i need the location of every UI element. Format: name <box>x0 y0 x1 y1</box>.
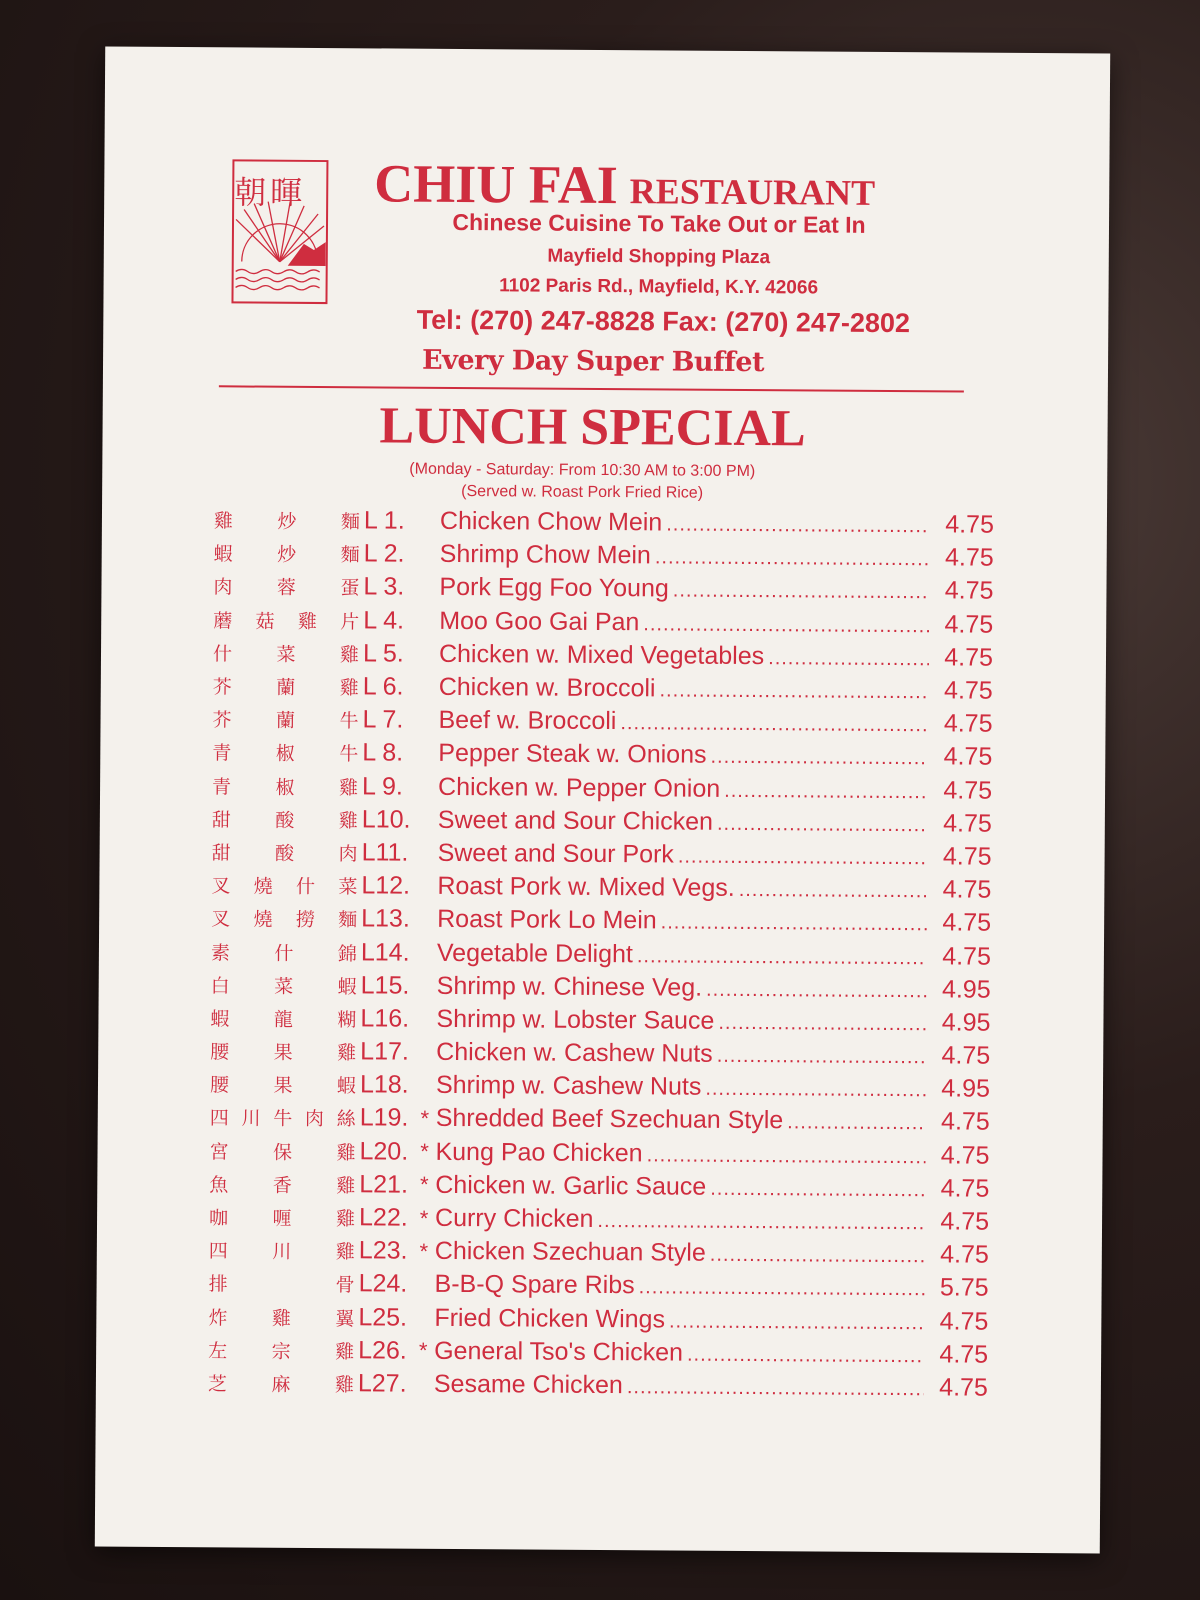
dot-leader <box>659 679 928 704</box>
section-title: LUNCH SPECIAL <box>379 397 806 458</box>
chinese-glyph: 麵 <box>340 511 360 534</box>
chinese-glyph: 椒 <box>275 743 295 766</box>
chinese-glyph: 蘭 <box>275 709 296 733</box>
menu-item-name: Shrimp w. Lobster Sauce <box>436 1004 715 1035</box>
menu-item-name-wrap <box>434 1370 928 1402</box>
menu-item-name-wrap <box>438 806 932 838</box>
menu-item <box>212 702 992 741</box>
menu-item-code: L26. <box>358 1336 407 1365</box>
menu-item-name-wrap <box>436 1104 930 1136</box>
menu-item <box>211 935 991 974</box>
chinese-glyph: 甜 <box>211 809 231 832</box>
menu-item <box>212 835 992 874</box>
dot-leader <box>710 1178 925 1203</box>
chinese-glyph: 雞 <box>337 1042 357 1065</box>
chinese-glyph: 腰 <box>210 1041 230 1064</box>
menu-item-name-wrap <box>439 607 933 639</box>
menu-item-code: L 5. <box>362 639 404 668</box>
menu-item-chinese-name <box>210 1104 360 1132</box>
chinese-glyph: 什 <box>212 643 233 666</box>
menu-item-name-wrap <box>435 1171 929 1203</box>
chinese-glyph: 炒 <box>277 510 297 533</box>
chinese-glyph: 燒 <box>253 875 273 898</box>
dot-leader <box>678 845 928 870</box>
menu-item-code: L19. <box>359 1103 409 1133</box>
menu-item-name: B-B-Q Spare Ribs <box>434 1270 635 1300</box>
chinese-glyph: 牛 <box>339 743 359 766</box>
chinese-glyph: 撈 <box>295 909 315 932</box>
menu-item-price: 4.75 <box>942 875 992 904</box>
chinese-glyph: 酸 <box>275 809 295 832</box>
menu-item-code: L 9. <box>361 771 403 801</box>
menu-item <box>213 603 993 642</box>
restaurant-name-suffix: RESTAURANT <box>629 171 876 213</box>
menu-item <box>211 868 991 907</box>
menu-item-price: 4.95 <box>941 1008 991 1037</box>
menu-item <box>209 1267 989 1306</box>
menu-item <box>212 802 992 841</box>
menu-item-chinese-name <box>210 1004 360 1032</box>
menu-item-name: Moo Goo Gai Pan <box>439 606 640 636</box>
menu-item <box>209 1167 989 1206</box>
menu-item-chinese-name <box>211 971 361 999</box>
menu-item-code: L 6. <box>362 672 404 701</box>
menu-item-price: 4.75 <box>944 610 994 639</box>
restaurant-name: CHIU FAI <box>374 153 619 216</box>
menu-item-code: L16. <box>360 1004 410 1033</box>
dot-leader <box>768 647 929 671</box>
dot-leader <box>739 879 928 903</box>
menu-item <box>210 1001 990 1040</box>
menu-item-name-wrap <box>436 1005 930 1037</box>
menu-item-name: Sweet and Sour Pork <box>437 838 674 869</box>
logo-characters: 朝暉 <box>234 173 307 212</box>
menu-item <box>212 736 992 775</box>
menu-item-price: 4.75 <box>940 1207 990 1236</box>
menu-item-price: 4.95 <box>941 975 991 1004</box>
chinese-glyph: 雞 <box>335 1208 356 1231</box>
menu-item-code: L21. <box>359 1170 409 1199</box>
chinese-glyph: 龍 <box>273 1008 294 1031</box>
menu-item-name: Chicken w. Mixed Vegetables <box>438 639 765 670</box>
menu-item-price: 4.75 <box>944 643 994 672</box>
menu-item <box>213 636 993 675</box>
menu-item-name-wrap <box>440 540 934 572</box>
menu-item-name: Fried Chicken Wings <box>434 1303 666 1334</box>
menu-list <box>208 503 994 1404</box>
menu-item <box>209 1200 989 1239</box>
chinese-glyph: 什 <box>274 942 294 965</box>
menu-item-name-wrap <box>436 1071 930 1103</box>
address: 1102 Paris Rd., Mayfield, K.Y. 42066 <box>499 275 819 299</box>
menu-item-chinese-name <box>213 639 363 667</box>
menu-item-code: L10. <box>361 805 411 834</box>
menu-item <box>211 968 991 1007</box>
menu-item-price: 5.75 <box>939 1273 989 1303</box>
chinese-glyph: 果 <box>273 1074 293 1098</box>
chinese-glyph: 芥 <box>212 709 232 732</box>
menu-item-name: Shrimp w. Cashew Nuts <box>435 1071 702 1101</box>
dot-leader <box>627 1376 924 1401</box>
chinese-glyph: 牛 <box>339 710 359 733</box>
dot-leader <box>705 1078 926 1103</box>
menu-item-name: Chicken Szechuan Style <box>434 1237 706 1267</box>
chinese-glyph: 白 <box>210 974 230 998</box>
menu-item <box>213 570 993 609</box>
chinese-glyph: 雞 <box>339 677 359 700</box>
menu-item-name-wrap <box>440 507 934 539</box>
chinese-glyph: 錦 <box>337 942 357 965</box>
menu-item-code: L25. <box>358 1302 408 1332</box>
chinese-glyph: 蝦 <box>336 1075 357 1098</box>
menu-item-code: L22. <box>358 1203 408 1232</box>
dot-leader <box>787 1112 926 1136</box>
chinese-glyph: 蘑 <box>213 609 233 633</box>
dot-leader <box>647 1144 926 1169</box>
menu-item-price: 4.75 <box>943 775 993 805</box>
chinese-glyph: 川 <box>272 1240 292 1264</box>
chinese-glyph: 雞 <box>336 1174 356 1198</box>
menu-item-name: General Tso's Chicken <box>434 1336 684 1367</box>
chinese-glyph: 炒 <box>277 544 297 567</box>
chinese-glyph: 四 <box>208 1240 228 1263</box>
menu-item-chinese-name <box>214 540 364 568</box>
menu-item-price: 4.75 <box>941 1041 991 1070</box>
menu-item-name-wrap <box>434 1337 928 1369</box>
chinese-glyph: 蛋 <box>340 577 360 600</box>
chinese-glyph: 蝦 <box>210 1008 230 1031</box>
menu-sheet <box>95 47 1110 1554</box>
menu-item-name: Chicken w. Garlic Sauce <box>435 1170 707 1201</box>
chinese-glyph: 菜 <box>338 876 358 899</box>
dot-leader <box>673 580 930 605</box>
menu-item-price: 4.75 <box>943 742 993 772</box>
chinese-glyph: 肉 <box>304 1108 325 1131</box>
spicy-mark: * <box>420 1138 429 1164</box>
menu-item-chinese-name <box>211 871 361 899</box>
menu-item-price: 4.75 <box>944 543 994 573</box>
dot-leader <box>724 779 928 803</box>
chinese-glyph: 川 <box>241 1107 261 1131</box>
menu-item-name-wrap <box>435 1204 929 1236</box>
chinese-glyph: 麵 <box>340 544 360 567</box>
menu-item <box>213 669 993 708</box>
dot-leader <box>669 1310 925 1335</box>
menu-item-name: Kung Pao Chicken <box>435 1137 643 1167</box>
menu-item-name-wrap <box>438 839 932 871</box>
menu-item <box>214 536 994 575</box>
menu-item-name: Chicken w. Cashew Nuts <box>436 1037 713 1068</box>
chinese-glyph: 芥 <box>212 676 232 699</box>
menu-item-code: L14. <box>360 937 410 967</box>
menu-item <box>210 1067 990 1106</box>
divider <box>219 385 964 392</box>
menu-item-name: Roast Pork Lo Mein <box>437 905 657 935</box>
menu-item-name: Beef w. Broccoli <box>438 706 617 736</box>
menu-item-price: 4.75 <box>942 908 992 938</box>
chinese-glyph: 雞 <box>335 1340 355 1364</box>
menu-item-chinese-name <box>209 1137 359 1165</box>
menu-item-chinese-name <box>213 606 363 634</box>
chinese-glyph: 菜 <box>276 643 296 666</box>
chinese-glyph: 肉 <box>338 843 358 866</box>
menu-item-code: L 4. <box>363 605 405 635</box>
subtitle: Chinese Cuisine To Take Out or Eat In <box>452 208 866 238</box>
chinese-glyph: 雞 <box>338 809 358 833</box>
menu-item-name-wrap <box>439 640 933 672</box>
menu-item-price: 4.75 <box>945 510 995 539</box>
menu-item-code: L 1. <box>363 506 405 535</box>
dot-leader <box>643 613 929 638</box>
menu-item-chinese-name <box>211 938 361 966</box>
menu-item-name: Pepper Steak w. Onions <box>438 739 707 770</box>
menu-item-chinese-name <box>209 1203 359 1231</box>
chinese-glyph: 菜 <box>274 975 294 998</box>
chinese-glyph: 炸 <box>208 1306 228 1329</box>
spicy-mark: * <box>419 1238 429 1264</box>
chinese-glyph: 肉 <box>213 576 233 599</box>
menu-item-chinese-name <box>210 1037 360 1065</box>
menu-item-name-wrap <box>439 573 933 605</box>
chinese-glyph: 芝 <box>207 1373 228 1396</box>
menu-item-chinese-name <box>208 1369 358 1397</box>
menu-item-name-wrap <box>437 905 931 937</box>
menu-item-name-wrap <box>435 1237 929 1269</box>
menu-item-name-wrap <box>437 872 931 904</box>
chinese-glyph: 椒 <box>275 776 295 799</box>
menu-item-name-wrap <box>439 673 933 705</box>
menu-item-code: L17. <box>360 1037 410 1066</box>
chinese-glyph: 骨 <box>335 1274 355 1297</box>
menu-item-price: 4.75 <box>940 1174 990 1203</box>
menu-item-name-wrap <box>436 1038 930 1070</box>
chinese-glyph: 宗 <box>271 1340 291 1363</box>
dot-leader <box>620 712 928 737</box>
menu-item-name: Pork Egg Foo Young <box>439 573 669 603</box>
chinese-glyph: 燒 <box>253 908 273 932</box>
chinese-glyph: 麻 <box>271 1373 291 1396</box>
spicy-mark: * <box>419 1172 429 1198</box>
menu-item-chinese-name <box>212 772 362 800</box>
menu-item-price: 4.75 <box>939 1340 989 1369</box>
chinese-glyph: 喱 <box>272 1207 292 1230</box>
chinese-glyph: 腰 <box>209 1074 230 1097</box>
chinese-glyph: 香 <box>272 1174 292 1197</box>
menu-item-name: Sesame Chicken <box>433 1369 623 1400</box>
menu-item-code: L24. <box>358 1269 408 1299</box>
menu-item-code: L27. <box>357 1369 407 1398</box>
menu-item-chinese-name <box>212 739 362 767</box>
phone-fax: Tel: (270) 247-8828 Fax: (270) 247-2802 <box>416 304 911 339</box>
chinese-glyph: 酸 <box>275 842 295 865</box>
menu-item <box>208 1300 988 1339</box>
menu-item-name-wrap <box>435 1137 929 1169</box>
menu-item-price: 4.75 <box>942 941 992 971</box>
menu-item-code: L 7. <box>362 705 404 734</box>
chinese-glyph: 什 <box>295 876 316 899</box>
menu-item-price: 4.75 <box>944 676 993 705</box>
menu-item-name-wrap <box>437 938 931 970</box>
dot-leader <box>717 813 928 837</box>
chinese-glyph: 四 <box>209 1107 229 1130</box>
chinese-glyph: 甜 <box>211 842 231 865</box>
served-note: (Served w. Roast Pork Fried Rice) <box>461 483 704 502</box>
chinese-glyph: 蓉 <box>276 577 297 600</box>
chinese-glyph: 片 <box>340 610 360 633</box>
menu-item <box>211 902 991 941</box>
menu-item-price: 4.75 <box>943 809 992 838</box>
menu-item-price: 4.75 <box>939 1306 989 1336</box>
menu-item-code: L 2. <box>363 539 405 568</box>
chinese-glyph: 青 <box>212 742 232 765</box>
menu-item-name: Sweet and Sour Chicken <box>437 805 714 836</box>
hours-note: (Monday - Saturday: From 10:30 AM to 3:00 PM) <box>409 460 756 481</box>
chinese-glyph: 絲 <box>336 1108 356 1131</box>
dot-leader <box>597 1210 925 1235</box>
menu-item-name-wrap <box>434 1303 928 1335</box>
menu-item-name: Chicken w. Broccoli <box>438 672 656 703</box>
menu-item-chinese-name <box>213 672 363 700</box>
menu-item-name: Chicken w. Pepper Onion <box>437 772 721 803</box>
menu-item <box>210 1034 990 1073</box>
menu-item-chinese-name <box>209 1270 359 1298</box>
menu-item-name: Roast Pork w. Mixed Vegs. <box>437 872 735 903</box>
dot-leader <box>655 547 930 572</box>
menu-item-code: L11. <box>361 838 409 867</box>
menu-item-code: L13. <box>361 904 410 934</box>
chinese-glyph: 果 <box>273 1041 293 1064</box>
dot-leader <box>639 1277 925 1302</box>
menu-item-chinese-name <box>212 838 362 866</box>
menu-item-code: L12. <box>361 871 411 900</box>
menu-item <box>210 1101 990 1140</box>
buffet-tagline: Every Day Super Buffet <box>422 344 765 379</box>
chinese-glyph: 雞 <box>334 1374 354 1397</box>
menu-item-name-wrap <box>437 972 931 1004</box>
chinese-glyph: 雞 <box>297 610 317 633</box>
menu-item-price: 4.75 <box>939 1373 989 1402</box>
menu-item-name-wrap <box>438 706 932 738</box>
dot-leader <box>710 746 928 771</box>
dot-leader <box>666 514 930 539</box>
menu-item-price: 4.75 <box>940 1107 990 1137</box>
chinese-glyph: 雞 <box>339 644 360 667</box>
menu-item-chinese-name <box>212 805 362 833</box>
menu-item-price: 4.75 <box>940 1141 990 1170</box>
chinese-glyph: 蝦 <box>213 543 233 566</box>
chinese-glyph: 蝦 <box>337 975 357 999</box>
menu-item <box>209 1233 989 1272</box>
menu-item-chinese-name <box>209 1236 359 1264</box>
menu-item-code: L23. <box>358 1236 408 1265</box>
menu-item-price: 4.75 <box>942 842 992 871</box>
menu-item-name: Shredded Beef Szechuan Style <box>435 1104 784 1135</box>
menu-item <box>212 769 992 808</box>
chinese-glyph: 雞 <box>271 1307 291 1330</box>
spicy-mark: * <box>418 1338 428 1364</box>
menu-item-name: Shrimp w. Chinese Veg. <box>436 971 703 1002</box>
menu-item-price: 4.75 <box>940 1240 989 1269</box>
menu-item-name-wrap <box>435 1270 929 1302</box>
menu-item-chinese-name <box>208 1303 358 1331</box>
dot-leader <box>687 1343 924 1368</box>
chinese-glyph: 牛 <box>273 1108 293 1131</box>
menu-item-chinese-name <box>212 705 362 733</box>
menu-item-chinese-name <box>209 1170 359 1198</box>
chinese-glyph: 叉 <box>211 875 231 898</box>
menu-item-name: Chicken Chow Mein <box>439 506 663 537</box>
chinese-glyph: 青 <box>212 775 232 799</box>
chinese-glyph: 排 <box>208 1273 228 1296</box>
spicy-mark: * <box>419 1205 429 1231</box>
dot-leader <box>717 1045 927 1069</box>
dot-leader <box>661 912 928 937</box>
menu-item <box>209 1134 989 1173</box>
spicy-mark: * <box>420 1105 430 1131</box>
menu-item-code: L18. <box>359 1070 409 1099</box>
dot-leader <box>637 945 927 970</box>
chinese-glyph: 左 <box>208 1340 228 1363</box>
chinese-glyph: 翼 <box>335 1307 355 1330</box>
menu-item-code: L 8. <box>362 738 404 768</box>
menu-item-name-wrap <box>438 772 932 804</box>
menu-item-name: Vegetable Delight <box>436 938 634 968</box>
chinese-glyph: 蘭 <box>276 676 296 699</box>
menu-item-name: Shrimp Chow Mein <box>439 540 651 570</box>
menu-item-code: L 3. <box>363 572 405 602</box>
chinese-glyph: 魚 <box>209 1174 229 1197</box>
menu-item-name: Curry Chicken <box>434 1203 594 1233</box>
dot-leader <box>706 978 927 1003</box>
menu-item <box>208 1333 988 1372</box>
chinese-glyph: 素 <box>210 941 231 964</box>
plaza-name: Mayfield Shopping Plaza <box>547 245 771 269</box>
menu-item-code: L15. <box>360 971 410 1000</box>
menu-item <box>214 503 994 542</box>
dot-leader <box>718 1012 926 1036</box>
dot-leader <box>710 1244 925 1269</box>
menu-item-chinese-name <box>208 1336 358 1364</box>
chinese-glyph: 咖 <box>208 1207 229 1230</box>
chinese-glyph: 菇 <box>255 610 275 633</box>
chinese-glyph: 保 <box>272 1141 293 1164</box>
chinese-glyph: 雞 <box>336 1141 356 1164</box>
menu-item-chinese-name <box>214 506 364 534</box>
menu-item-name-wrap <box>438 739 932 771</box>
menu-item-price: 4.95 <box>941 1074 991 1103</box>
chinese-glyph: 雞 <box>213 510 234 533</box>
menu-item <box>208 1366 988 1405</box>
chinese-glyph: 叉 <box>211 908 231 931</box>
chinese-glyph: 麵 <box>338 909 358 932</box>
menu-item-chinese-name <box>213 573 363 601</box>
menu-item-chinese-name <box>210 1071 360 1099</box>
chinese-glyph: 糊 <box>337 1009 357 1032</box>
chinese-glyph: 宮 <box>209 1140 229 1164</box>
chinese-glyph: 雞 <box>338 776 359 799</box>
menu-item-chinese-name <box>211 905 361 933</box>
chinese-glyph: 雞 <box>335 1241 355 1264</box>
menu-item-price: 4.75 <box>943 709 993 738</box>
menu-item-price: 4.75 <box>944 576 994 606</box>
menu-item-code: L20. <box>359 1136 409 1166</box>
